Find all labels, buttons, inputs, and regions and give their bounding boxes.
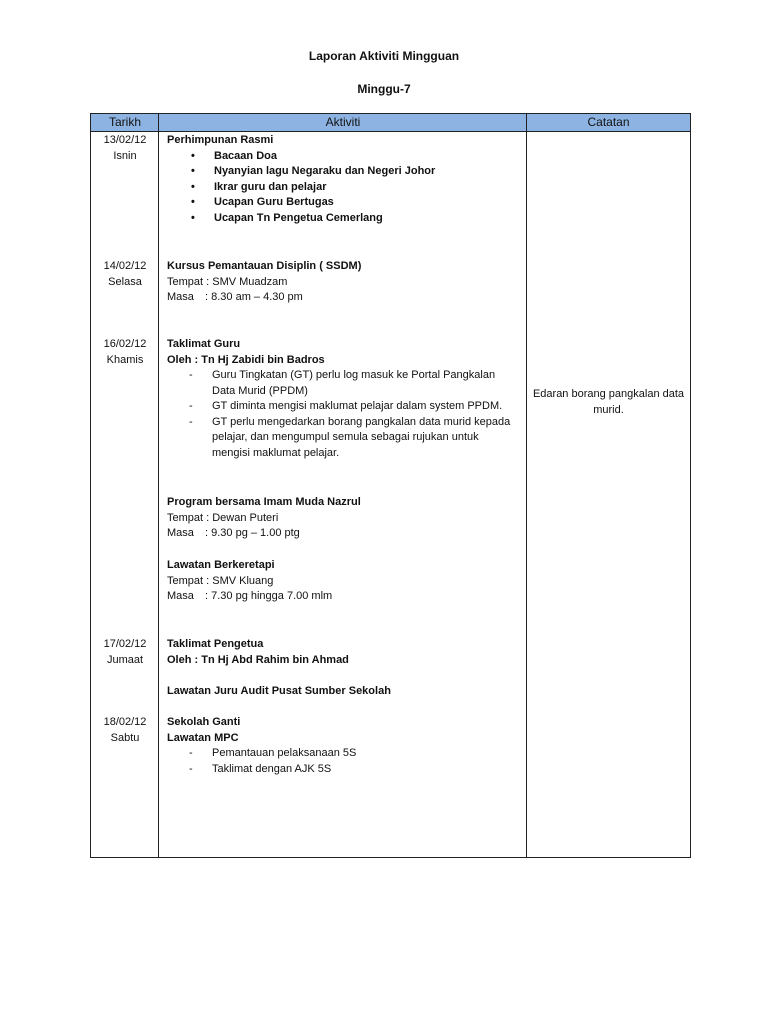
activity-subheading: Lawatan MPC (167, 731, 239, 744)
date-cell (91, 715, 159, 746)
activity-cell (167, 684, 527, 700)
activity-cell (167, 133, 527, 226)
header-aktiviti: Aktiviti (159, 114, 527, 132)
day: Jumaat (106, 653, 144, 666)
activity-subheading: Oleh : Tn Hj Abd Rahim bin Ahmad (167, 653, 349, 666)
day: Sabtu (110, 731, 140, 744)
header-tarikh: Tarikh (91, 114, 159, 132)
list-item: - Taklimat dengan AJK 5S (189, 762, 332, 775)
list-item: • Nyanyian lagu Negaraku dan Negeri Johor (191, 165, 436, 177)
list-item: - Pemantauan pelaksanaan 5S (189, 747, 357, 759)
day: Isnin (113, 149, 137, 162)
date-cell (91, 259, 159, 290)
week-label: Minggu-7 (357, 82, 411, 96)
date-cell (91, 637, 159, 668)
date: 16/02/12 (103, 338, 147, 350)
venue: Tempat : Dewan Puteri (167, 511, 279, 524)
list-item: - GT perlu mengedarkan borang pangkalan data murid kepada pelajar, dan mengumpul semula sebagai rujukan untuk mengisi maklumat pelajar. (189, 415, 511, 459)
time: Masa : 8.30 am – 4.30 pm (167, 291, 303, 303)
activity-heading: Lawatan Juru Audit Pusat Sumber Sekolah (167, 685, 391, 697)
date-cell (91, 133, 159, 164)
list-item: • Ikrar guru dan pelajar (191, 180, 327, 193)
activity-heading: Program bersama Imam Muda Nazrul (167, 496, 361, 508)
venue: Tempat : SMV Muadzam (167, 275, 288, 288)
activity-cell (167, 337, 527, 461)
time: Masa : 9.30 pg – 1.00 ptg (167, 527, 300, 539)
activity-cell (167, 558, 527, 605)
activity-heading: Lawatan Berkeretapi (167, 559, 275, 571)
activity-cell (167, 495, 527, 542)
header-catatan: Catatan (527, 114, 690, 132)
list-item: • Ucapan Guru Bertugas (191, 196, 334, 208)
activity-subheading: Oleh : Tn Hj Zabidi bin Badros (167, 353, 325, 366)
list-item: • Ucapan Tn Pengetua Cemerlang (191, 211, 383, 224)
activity-heading: Taklimat Guru (167, 338, 241, 350)
date: 17/02/12 (103, 638, 147, 650)
day: Selasa (108, 275, 142, 288)
document-title: Laporan Aktiviti Mingguan (308, 49, 460, 63)
venue: Tempat : SMV Kluang (167, 574, 274, 587)
list-item: - GT diminta mengisi maklumat pelajar dalam system PPDM. (189, 400, 503, 412)
date: 14/02/12 (103, 260, 147, 272)
activity-table (90, 113, 691, 858)
date: 13/02/12 (103, 134, 147, 146)
note: Edaran borang pangkalan data murid. (532, 388, 685, 416)
date: 18/02/12 (103, 716, 147, 728)
activity-cell (167, 715, 527, 777)
activity-cell (167, 259, 527, 306)
activity-heading: Taklimat Pengetua (167, 638, 264, 650)
list-item: - Guru Tingkatan (GT) perlu log masuk ke Portal Pangkalan Data Murid (PPDM) (189, 369, 496, 397)
day: Khamis (106, 353, 144, 366)
time: Masa : 7.30 pg hingga 7.00 mlm (167, 590, 333, 602)
activity-heading: Sekolah Ganti (167, 716, 241, 728)
activity-heading: Kursus Pemantauan Disiplin ( SSDM) (167, 260, 362, 272)
list-item: • Bacaan Doa (191, 149, 277, 162)
date-cell (91, 337, 159, 368)
activity-cell (167, 637, 527, 668)
activity-heading: Perhimpunan Rasmi (167, 134, 274, 146)
